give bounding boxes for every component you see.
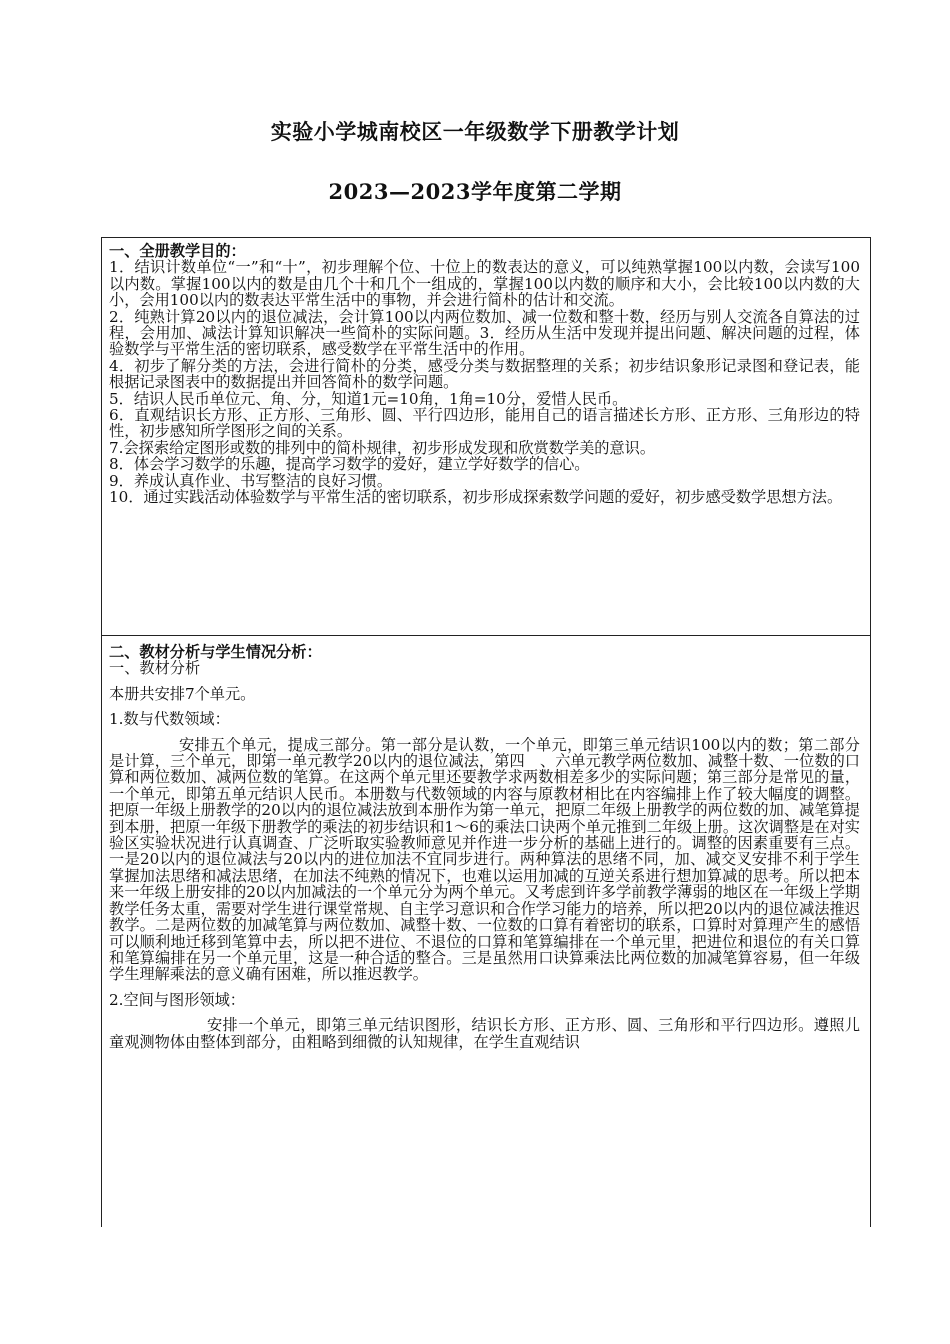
goal-item: 6．直观结识长方形、正方形、三角形、圆、平行四边形，能用自己的语言描述长方形、正方形、三角形边的特性，初步感知所学图形之间的关系。: [109, 406, 860, 441]
content-table: [101, 237, 871, 1227]
section-teaching-goals: [109, 243, 860, 506]
goal-item: 2．纯熟计算20以内的退位减法，会计算100以内两位数加、减一位数和整十数，经历与别人交流各自算法的过程，会用加、减法计算知识解决一些简朴的实际问题。3．经历从生活中发现并提出问题、解决问题的过程，体验数学与平常生活的密切联系，感受数学在平常生活中的作用。: [109, 307, 860, 359]
goal-item: 1．结识计数单位“一”和“十”，初步理解个位、十位上的数表达的意义，可以纯熟掌握100以内数，会读写100以内数。掌握100以内的数是由几个十和几个一组成的，掌握100以内数的顺序和大小，会比较100以内数的大小，会用100以内的数表达平常生活中的事物，并会进行简朴的估计和交流。: [109, 258, 860, 310]
goal-item: 10．通过实践活动体验数学与平常生活的密切联系，初步形成探索数学问题的爱好，初步感受数学思想方法。: [109, 488, 843, 507]
area2-body: 安排一个单元，即第三单元结识图形，结识长方形、正方形、圆、三角形和平行四边形。遵照儿童观测物体由整体到部分，由粗略到细微的认知规律，在学生直观结识: [109, 1016, 860, 1051]
goal-item: 8．体会学习数学的乐趣，提高学习数学的爱好，建立学好数学的信心。: [109, 455, 590, 474]
goal-item: 4．初步了解分类的方法，会进行简朴的分类，感受分类与数据整理的关系；初步结识象形记录图和登记表，能根据记录图表中的数据提出并回答简朴的数学问题。: [109, 356, 860, 392]
units-summary: 本册共安排7个单元。: [109, 684, 256, 703]
goal-item: 7.会探索给定图形或数的排列中的简朴规律，初步形成发现和欣赏数学美的意识。: [109, 438, 656, 457]
section2-heading: 二、教材分析与学生情况分析：: [109, 643, 322, 661]
document-title: 实验小学城南校区一年级数学下册教学计划: [270, 119, 680, 144]
subheading-textbook-analysis: 一、教材分析: [109, 659, 201, 678]
table-divider: [102, 635, 870, 636]
area1-body: 安排五个单元，提成三部分。第一部分是认数，一个单元，即第三单元结识100以内的数；第二部分是计算，三个单元，即第一单元教学20以内的退位减法，第四 、六单元教学两位数加、减整十数、一位数的口算和两位数加、减两位数的笔算。在这两个单元里还要教学求两数相差多少的实际问题；第三部分是常见的量，一个单元，即第五单元结识人民币。本册数与代数领域的内容与原教材相比在内容编排上作了较大幅度的调整。把原一年级上册教学的20以内的退位减法放到本册作为第一单元，把原二年级上册教学的两位数的加、减笔算提到本册，把原一年级下册教学的乘法的初步结识和1～6的乘法口诀两个单元推到二年级上册。这次调整是在对实验区实验状况进行认真调查、广泛听取实验教师意见并作进一步分析的基础上进行的。调整的因素重要有三点。一是20以内的退位减法与20以内的进位加法不宜同步进行。两种算法的思绪不同，加、减交叉安排不利于学生掌握加法思绪和减法思绪，在加法不纯熟的情况下，也难以运用加减的互逆关系进行想加算减的思考。所以把本来一年级上册安排的20以内加减法的一个单元分为两个单元。又考虑到许多学前教学薄弱的地区在一年级上学期教学任务太重，需要对学生进行课堂常规、自主学习意识和合作学习能力的培养，所以把20以内的退位减法推迟教学。二是两位数的加减笔算与两位数加、减整十数、一位数的口算有着密切的联系，口算时对算理产生的感悟可以顺利地迁移到笔算中去，所以把不进位、不退位的口算和笔算编排在一个单元里，把进位和退位的有关口算和笔算编排在另一个单元里，这是一种合适的整合。三是虽然用口诀算乘法比两位数的加减笔算容易，但一年级学生理解乘法的意义确有困难，所以推迟教学。: [109, 735, 860, 984]
area1-title: 1.数与代数领域：: [109, 710, 230, 729]
section1-heading: 一、全册教学目的：: [109, 242, 246, 260]
area2-title: 2.空间与图形领域：: [109, 990, 245, 1009]
document-subtitle: 2023—2023学年度第二学期: [328, 179, 622, 204]
goal-item: 5．结识人民币单位元、角、分，知道1元=10角，1角=10分，爱惜人民币。: [109, 389, 628, 408]
section-analysis: [109, 644, 860, 1050]
goal-item: 9．养成认真作业、书写整洁的良好习惯。: [109, 471, 393, 490]
